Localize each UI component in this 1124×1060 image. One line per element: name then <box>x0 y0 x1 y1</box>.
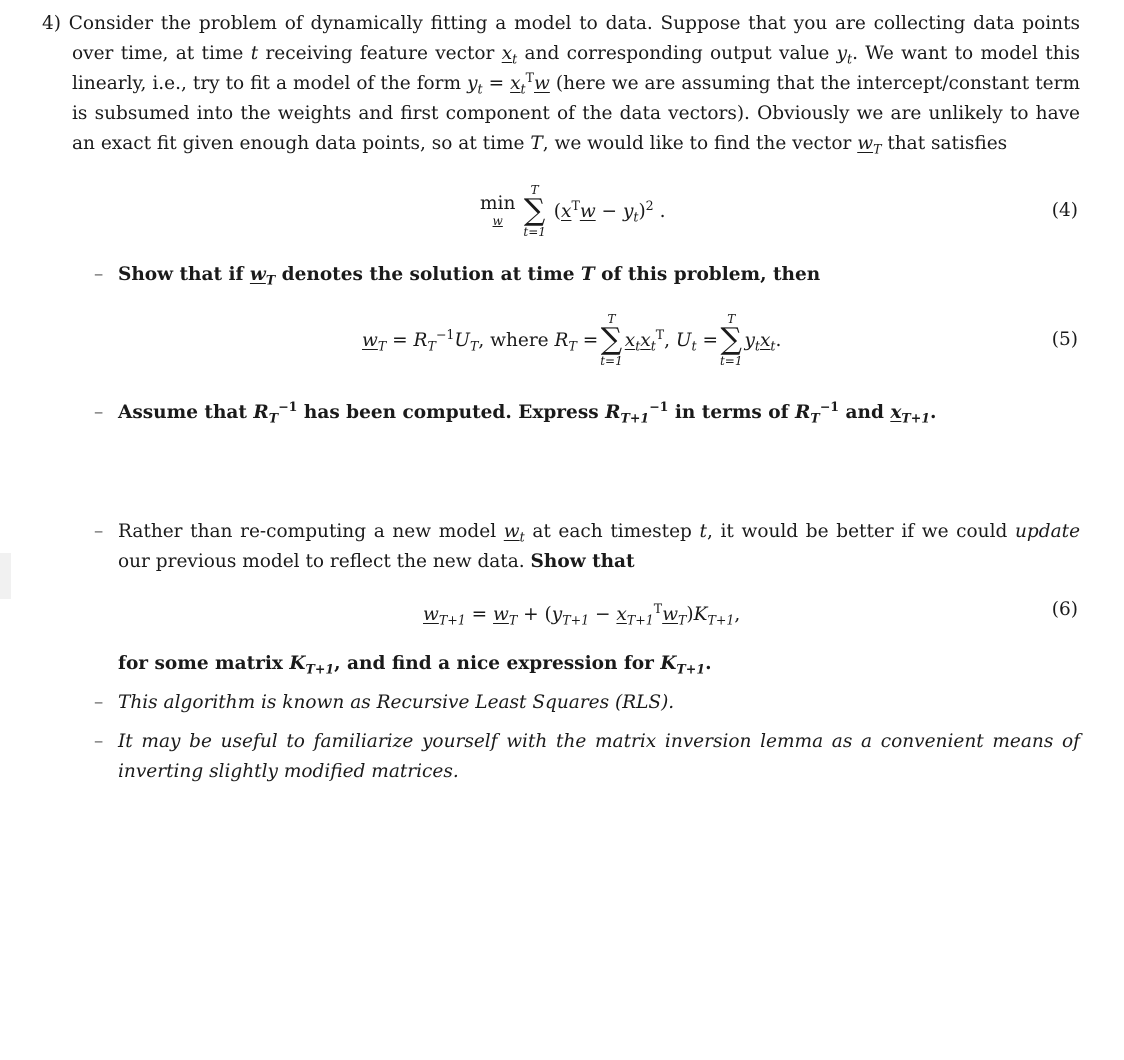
item-rls: This algorithm is known as Recursive Least Squares (RLS). <box>118 692 675 713</box>
bullet: – <box>94 731 104 752</box>
item-lemma: It may be useful to familiarize yourself with the matrix inversion lemma as a convenient means of inverting slightly modified matrices. <box>118 731 1080 782</box>
min-operator: min w <box>480 193 516 228</box>
item-show-solution: Show that if $w_T$ denotes the solution at time T of this problem, then <box>118 264 821 288</box>
problem-number: 4) <box>42 13 61 34</box>
item-for-some: for some matrix $K_{T+1}$, and find a nice expression for $K_{T+1}$. <box>118 653 712 677</box>
item-rather: Rather than re-computing a new model $w_t$ at each timestep t, it would be better if we could update our previous model to reflect the new data. Show that <box>118 521 1081 572</box>
equation-number: (4) <box>1051 200 1078 221</box>
equation-6: $w_{T+1} = w_T + (y_{T+1} - x_{T+1}^Tw_T)K_{T+1}$, (6) <box>423 599 1078 628</box>
bullet: – <box>94 521 104 542</box>
equation-4: min w T ∑ t=1 $(x^Tw - y_t)^2$ . (4) <box>480 183 1078 239</box>
bullet: – <box>94 692 104 713</box>
problem-intro: 4) Consider the problem of dynamically fitting a model to data. Suppose that you are collecting data points over time, at time t receiving feature vector $x_t$ and corresponding output value $y_t$. We want to model this linearly, i.e., try to fit a model of the form $y_t = x_t^Tw$ (here we are assuming that the intercept/constant term is subsumed into the weights and first component of the data vectors). Obviously we are unlikely to have an exact fit given enough data points, so at time T, we would like to find the vector $w_T$ that satisfies <box>42 13 1080 157</box>
equation-number: (6) <box>1051 599 1078 620</box>
equation-number: (5) <box>1051 329 1078 350</box>
bullet: – <box>94 264 104 285</box>
item-assume: Assume that $R_T^{-1}$ has been computed. Express $R_{T+1}^{-1}$ in terms of $R_T^{-1}$ and $x_{T+1}$. <box>118 398 937 426</box>
bullet: – <box>94 402 104 423</box>
equation-5: $w_T = R_T^{-1}U_T$, where $R_T$ = T ∑ t=1 $x_tx_t^T$, $U_t$ = T ∑ t=1 $y_tx_t$. (5) <box>362 312 1078 368</box>
summation: T ∑ t=1 <box>523 183 546 239</box>
